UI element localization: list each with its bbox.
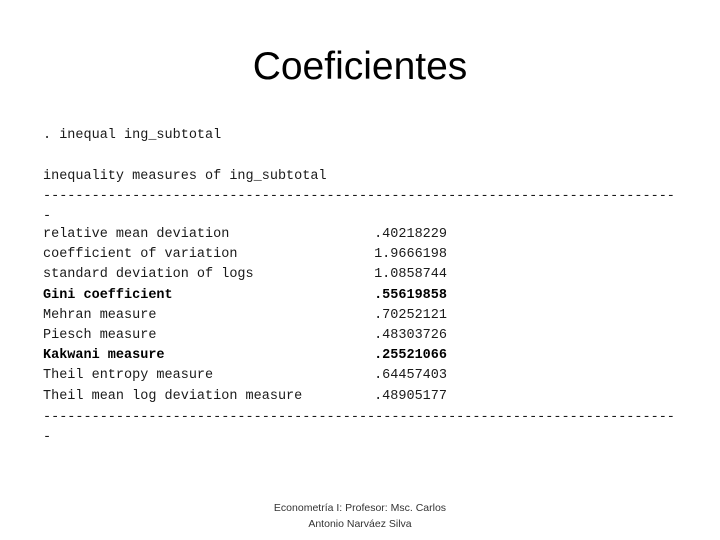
measure-value: .64457403 [374,368,447,384]
measure-label: relative mean deviation [43,227,230,242]
measure-value: .25521066 [374,348,447,364]
measure-row [43,346,463,366]
measure-row [43,286,463,306]
slide-title: Coeficientes [252,45,468,88]
measure-label: Gini coefficient [43,287,173,303]
stata-command: . inequal ing_subtotal [43,128,222,143]
measure-label: Piesch measure [43,327,157,343]
separator-top: ------------------------------------------------------------------------------- [43,189,675,224]
measure-row [43,326,463,346]
measure-label: standard deviation of logs [43,267,254,283]
measure-label: Theil entropy measure [43,368,214,384]
measure-row [43,366,463,386]
measure-value: .55619858 [374,287,447,303]
measure-row [43,225,463,245]
measure-row [43,306,463,326]
footer-line: Econometría I: Profesor: Msc. Carlos [273,502,447,514]
measure-value: .70252121 [374,307,447,323]
measures-table [43,225,463,407]
footer-line: Antonio Narváez Silva [308,518,412,530]
measure-row [43,265,463,285]
measure-value: .48905177 [374,388,447,404]
measure-value: 1.0858744 [374,267,447,283]
measure-value: .40218229 [374,227,447,242]
measure-label: Theil mean log deviation measure [43,388,303,404]
output-header: inequality measures of ing_subtotal [43,169,327,184]
measure-label: Kakwani measure [43,348,165,364]
measure-value: .48303726 [374,327,447,343]
slide-footer [0,500,720,532]
measure-row [43,387,463,407]
measure-label: Mehran measure [43,307,157,323]
separator-bottom: ------------------------------------------------------------------------------- [43,410,675,445]
measure-row [43,245,463,265]
measure-value: 1.9666198 [374,247,447,263]
measure-label: coefficient of variation [43,247,238,263]
